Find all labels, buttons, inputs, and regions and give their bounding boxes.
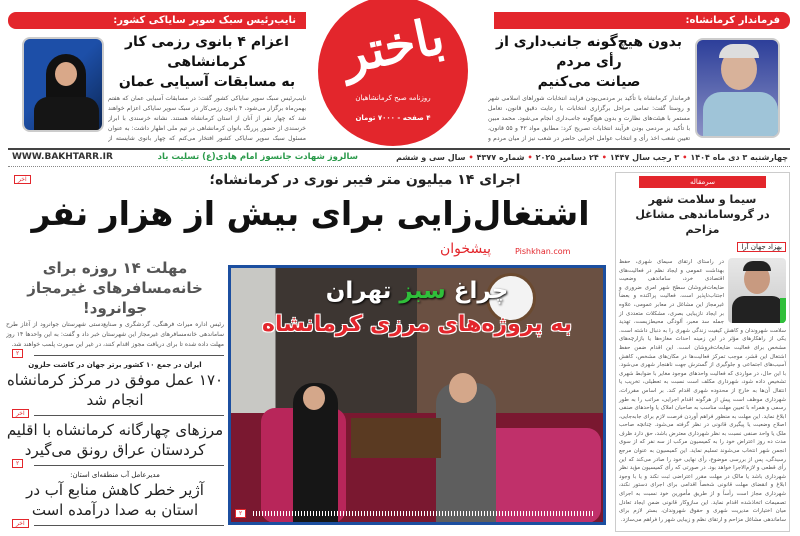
editorial-author: بهزاد جهان آرا	[737, 242, 786, 252]
author-photo	[728, 258, 786, 323]
editorial[interactable]	[615, 172, 790, 532]
story-kicker: مدیرعامل آب منطقه‌ای استان:	[70, 471, 160, 479]
main-headline: اشتغال‌زایی برای بیش از هزار نفر	[31, 194, 590, 233]
story-title: مرزهای چهارگانه کرمانشاه با اقلیم کردستان عراق رونق می‌گیرد	[6, 421, 224, 459]
top-right-body: فرماندار کرمانشاه با تأکید بر مردمی‌بودن فرایند انتخابات شوراهای اسلامی شهر و روستا گفت: تمامی مراحل برگزاری انتخابات با رعایت دقیق قانون، تعامل مستمر با هیئت‌های نظارت و بدون هیچ‌گونه جانب‌داری انجام می‌شود. محمد مبین با تأکید بر مردمی بودن فرآیند انتخابات تصریح کرد: مطابق مواد ۴۲ و ۵۵ قانون، تعیین شعب اخذ رأی و انتخاب عوامل اجرایی حاضر در شعب نیز از میان مردم و	[488, 95, 690, 142]
photo-title-red: به پروژه‌های مرزی کرمانشاه	[262, 312, 572, 337]
watermark-url: Pishkhan.com	[515, 247, 571, 256]
title-line: بدون هیچ‌گونه جانب‌داری از رأی مردم	[496, 34, 682, 70]
price: ۴ صفحه - ۷۰۰۰ تومان	[355, 114, 431, 122]
top-left-title	[108, 32, 306, 92]
dotted-divider	[8, 166, 790, 167]
story-title: آژیر خطر کاهش منابع آب در استان به صدا درآمده است	[26, 481, 204, 519]
gregorian-date: ۲۴ دسامبر ۲۰۲۵	[535, 153, 599, 162]
story-page-ref[interactable]: ۲	[12, 459, 23, 468]
website[interactable]: WWW.BAKHTARR.IR	[12, 152, 113, 162]
title-line: صیانت می‌کنیم	[537, 74, 641, 90]
story-page-ref[interactable]: آخر	[12, 519, 29, 528]
story-kicker: ایران در جمع ۱۰ کشور برتر جهان در کاشت حلزون	[28, 361, 202, 369]
story-body: رئیس اداره میراث فرهنگی، گردشگری و صنایع‌دستی شهرستان جوانرود از آغاز طرح ساماندهی خانه‌مسافرهای غیرمجاز این شهرستان خبر داد و گفت: به این واحدها ۱۴ روز مهلت داده شده تا برای دریافت مجوز اقدام کنند، در غیر این صورت پلمب خواهند شد.	[6, 321, 224, 348]
top-left-photo	[22, 37, 104, 132]
top-right-photo	[695, 38, 780, 138]
logo-text: باختر	[336, 5, 450, 86]
title-line: به مسابقات آسیایی عمان	[118, 74, 296, 90]
left-story-4[interactable]	[6, 470, 224, 530]
left-column	[6, 258, 224, 530]
story-page-ref[interactable]: ۲	[12, 349, 23, 358]
headline-page-ref[interactable]: آخر	[14, 175, 31, 184]
top-right-article[interactable]	[488, 32, 690, 144]
title-line: اعزام ۴ بانوی رزمی کار کرمانشاهی	[125, 34, 289, 70]
photo-title-part: چراغ	[445, 278, 509, 304]
watermark-logo: پیشخوان	[440, 241, 492, 257]
hijri-date: ۳ رجب سال ۱۴۴۷	[609, 153, 680, 162]
editorial-body: در راستای ارتقای سیمای شهری، حفظ بهداشت عمومی و ایجاد نظم در فعالیت‌های اقتصادی خرد، ساماندهی وضعیت ضایعات‌فروشان سطح شهر امری ضروری و اجتناب‌ناپذیر است. فعالیت پراکنده و بعضاً غیرمجاز این مشاغل در معابر عمومی، علاوه بر ایجاد نازیبایی بصری، مشکلات متعددی از جمله سد معبر، آلودگی محیط‌زیست، تهدید سلامت شهروندان و کاهش کیفیت زندگی شهری را به دنبال داشته است. یکی از راهکارهای مؤثر در این زمینه احداث مغازه‌ها یا بازارچه‌های مشخص برای فعالیت ضایعات‌فروشان است. این اقدام ضمن حفظ اشتغال این قشر، موجب تمرکز فعالیت‌ها در مکان‌های مشخص، کاهش آسیب‌های اجتماعی و جلوگیری از گسترش جهت ناهنجار شهری می‌شود. با این حال، در مواردی که فعالیت واحدهای موجود مغایر با ضوابط شهری تشخیص داده شود، شهرداری مکلف است نسبت به تعطیلی، تخریب یا انتقال آن‌ها به خارج از محدوده شهری اقدام کند. بر اساس مقررات، شهرداری موظف است پیش از هرگونه اقدام اجرایی، مراتب را به طور رسمی و همراه با تعیین مهلت مناسب به صاحبان املاک یا واحدهای صنفی ابلاغ نماید. این مهلت به منظور فراهم آوردن فرصت لازم برای جابه‌جایی، اصلاح وضعیت یا پیگیری قانونی در نظر گرفته می‌شود. چنانچه صاحب ملک یا واحد صنفی نسبت به نظر شهرداری معترض باشد، حق دارد ظرف مدت ده روز اعتراض خود را به کمیسیون مرکب از سه نفر که از سوی انجمن شهر انتخاب می‌شوند تسلیم نماید. این کمیسیون به عنوان مرجع رسیدگی، پس از بررسی موضوع، رأی نهایی خود را صادر می‌کند که این رأی قطعی و لازم‌الاجرا خواهد بود. در صورتی که رأی کمیسیون مؤید نظر شهرداری باشد یا مالک در مهلت مقرر اعتراضی ثبت نکند و یا با وجود ابلاغ و انقضای مهلت قانونی شخصاً اقدامی برای اجرای دستور نکند، شهرداری مجاز است رأساً و از طریق مأمورین خود نسبت به اجرای تصمیمات اتخاذشده اقدام نماید. این سازوکار قانونی ضمن ایجاد تعادل میان اختیارات مدیریت شهری و حقوق شهروندان، بستر لازم برای ساماندهی مشاغل مزاحم و ارتقای نظم و زیبایی شهر را فراهم می‌سازد.	[619, 259, 786, 523]
date-line: چهارشنبه ۳ دی ماه ۱۴۰۴ • ۳ رجب سال ۱۴۴۷ • ۲۴ دسامبر ۲۰۲۵ • شماره ۴۳۷۷ • سال سی و ششم	[396, 153, 788, 162]
story-page-ref[interactable]: آخر	[12, 409, 29, 418]
weekday-date: چهارشنبه ۳ دی ماه ۱۴۰۴	[690, 153, 788, 162]
photo-page-ref[interactable]: ۲	[235, 509, 246, 518]
editorial-title: در گروساماندهی مشاغل مزاحم	[635, 208, 770, 236]
photo-story[interactable]	[228, 265, 606, 525]
editorial-title: سیما و سلامت شهر	[648, 193, 757, 206]
photo-title-green: سبز	[399, 278, 446, 304]
left-story-2[interactable]	[6, 360, 224, 420]
masthead-logo	[318, 0, 468, 146]
logo-tagline: روزنامه صبح کرمانشاهیان	[355, 94, 431, 102]
top-left-article[interactable]	[108, 32, 306, 144]
mourning-note: سالروز شهادت جانسوز امام هادی(ع) تسلیت باد	[157, 152, 358, 162]
top-right-title	[488, 32, 690, 92]
story-title: ۱۷۰ عمل موفق در مرکز کرمانشاه انجام شد	[6, 371, 224, 409]
left-story-3[interactable]	[6, 420, 224, 470]
headline-kicker: اجرای ۱۴ میلیون متر فیبر نوری در کرمانشاه؛	[209, 172, 521, 188]
left-story-1[interactable]	[6, 258, 224, 360]
photo-title-part: تهران	[325, 278, 400, 304]
top-right-kicker: فرماندار کرمانشاه:	[494, 12, 790, 29]
top-left-body: نایب‌رئیس سبک سوپر سایاکی کشور گفت: در مسابقات آسیایی عمان که هفتم بهمن‌ماه برگزار می‌شود، ۴ بانوی رزمی‌کار در سبک سوپر سایاکی اعزام خواهند شد که چهار نفر از آنان از استان کرمانشاه هستند. نشانه خرسندی با ابراز خرسندی از حضور پررنگ بانوان کرمانشاهی در تیم ملی اظهار داشت: به عنوان مسئول سبک سوپر سایاکی کشور افتخار می‌کنم که چهار بانوی شایسته از	[108, 95, 306, 142]
issue-number: شماره ۴۳۷۷	[476, 153, 525, 162]
volume-year: سال سی و ششم	[396, 153, 466, 162]
divider	[8, 148, 790, 150]
editorial-label: سرمقاله	[639, 176, 766, 188]
story-title: مهلت ۱۴ روزه برای خانه‌مسافرهای غیرمجاز جوانرود!	[27, 259, 203, 317]
top-left-kicker: نایب‌رئیس سبک سوپر سایاکی کشور:	[8, 12, 306, 29]
